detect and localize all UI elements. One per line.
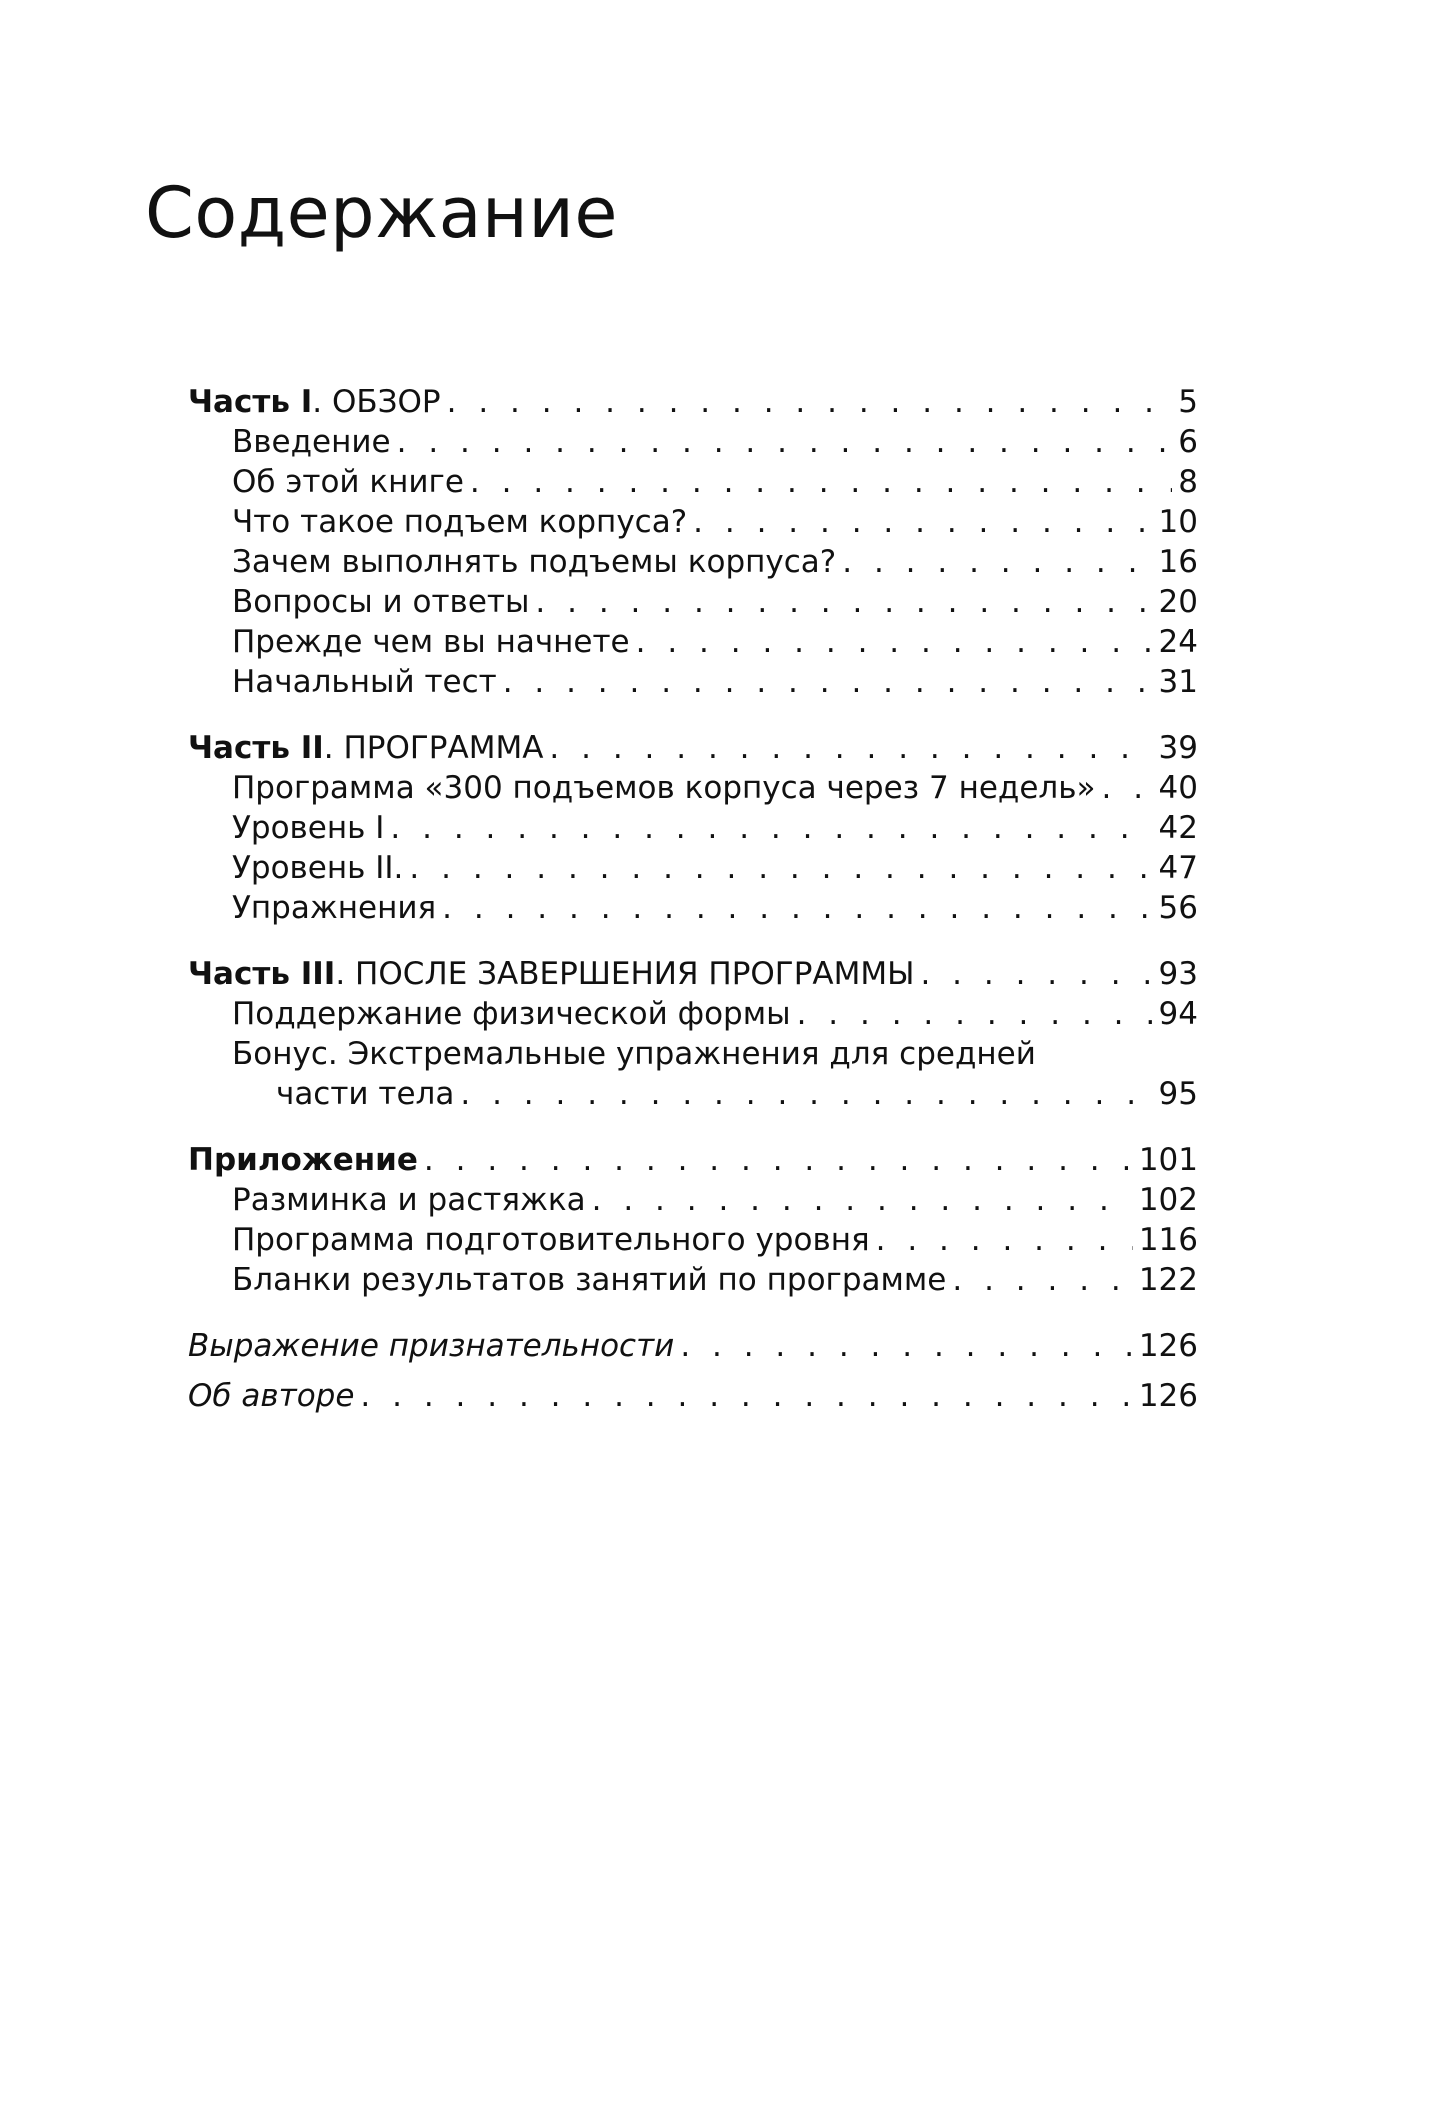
toc-about-author-label: Об авторе	[188, 1378, 355, 1414]
toc-appendix[interactable]	[188, 1140, 1198, 1180]
dot-leader	[503, 662, 1153, 702]
toc-page-number: 102	[1138, 1182, 1198, 1218]
toc-part-1-label	[188, 382, 441, 422]
toc-entry[interactable]	[188, 502, 1198, 542]
toc-page-number: 126	[1138, 1328, 1198, 1364]
toc-page-number: 126	[1138, 1378, 1198, 1414]
toc-part-2-prefix: Часть II	[188, 730, 324, 766]
dot-leader	[409, 848, 1152, 888]
toc-page-number: 20	[1158, 584, 1198, 620]
toc-page-number: 16	[1158, 544, 1198, 580]
toc-entry[interactable]	[188, 808, 1198, 848]
toc-entry-label: Начальный тест	[232, 664, 497, 700]
dot-leader	[693, 502, 1152, 542]
toc-entry-label: Уровень I	[232, 810, 385, 846]
toc-entry-bonus-line1[interactable]	[188, 1034, 1198, 1074]
toc-page-number: 56	[1158, 890, 1198, 926]
toc-entry-label: Бланки результатов занятий по программе	[232, 1262, 947, 1298]
toc-entry-label: Вопросы и ответы	[232, 584, 530, 620]
toc-entry-label: Бонус. Экстремальные упражнения для средней	[232, 1036, 1036, 1072]
toc-part-3-title: . ПОСЛЕ ЗАВЕРШЕНИЯ ПРОГРАММЫ	[335, 956, 915, 992]
toc-page-number: 101	[1138, 1142, 1198, 1178]
toc-entry-label: Упражнения	[232, 890, 437, 926]
section-gap	[188, 702, 1198, 728]
dot-leader	[447, 382, 1173, 422]
dot-leader	[397, 422, 1173, 462]
toc-entry[interactable]	[188, 542, 1198, 582]
toc-page-number: 122	[1138, 1262, 1198, 1298]
toc-entry[interactable]	[188, 1180, 1198, 1220]
toc-page-number: 10	[1158, 504, 1198, 540]
dot-leader	[636, 622, 1153, 662]
toc-entry[interactable]	[188, 582, 1198, 622]
dot-leader	[360, 1376, 1132, 1416]
toc-page-number: 42	[1158, 810, 1198, 846]
section-gap	[188, 928, 1198, 954]
toc-entry[interactable]	[188, 994, 1198, 1034]
toc-page-number: 8	[1178, 464, 1198, 500]
toc-page-number: 40	[1158, 770, 1198, 806]
dot-leader	[549, 728, 1152, 768]
toc-part-2-title: . ПРОГРАММА	[323, 730, 544, 766]
dot-leader	[592, 1180, 1133, 1220]
toc-entry[interactable]	[188, 848, 1198, 888]
dot-leader	[460, 1074, 1152, 1114]
toc-page-number: 93	[1158, 956, 1198, 992]
toc-page-number: 47	[1158, 850, 1198, 886]
toc-entry[interactable]	[188, 422, 1198, 462]
dot-leader	[680, 1326, 1133, 1366]
toc-part-3[interactable]	[188, 954, 1198, 994]
toc-entry-label: Поддержание физической формы	[232, 996, 791, 1032]
page-title: Содержание	[145, 172, 618, 254]
toc-part-3-label	[188, 954, 914, 994]
toc-part-1[interactable]	[188, 382, 1198, 422]
dot-leader	[842, 542, 1152, 582]
dot-leader	[390, 808, 1152, 848]
toc-page-number: 5	[1178, 384, 1198, 420]
toc-part-2-label	[188, 728, 543, 768]
dot-leader	[424, 1140, 1133, 1180]
toc-page-number: 24	[1158, 624, 1198, 660]
toc-entry-label: части тела	[276, 1076, 455, 1112]
section-gap	[188, 1366, 1198, 1376]
dot-leader	[797, 994, 1153, 1034]
toc-page-number: 94	[1158, 996, 1198, 1032]
toc-page-number: 95	[1158, 1076, 1198, 1112]
toc-entry[interactable]	[188, 462, 1198, 502]
toc-page-number: 6	[1178, 424, 1198, 460]
toc-part-3-prefix: Часть III	[188, 956, 336, 992]
toc-entry[interactable]	[188, 622, 1198, 662]
section-gap	[188, 1300, 1198, 1326]
dot-leader	[876, 1220, 1133, 1260]
toc-entry-label: Зачем выполнять подъемы корпуса?	[232, 544, 837, 580]
toc-entry-label: Уровень II.	[232, 850, 404, 886]
toc-entry-label: Об этой книге	[232, 464, 464, 500]
toc-acknowledgements-label: Выражение признательности	[188, 1328, 675, 1364]
toc-entry-label: Прежде чем вы начнете	[232, 624, 630, 660]
toc-page-number: 116	[1138, 1222, 1198, 1258]
toc-page-number: 39	[1158, 730, 1198, 766]
toc-part-1-title: . ОБЗОР	[312, 384, 441, 420]
toc-acknowledgements[interactable]	[188, 1326, 1198, 1366]
toc-entry-label: Программа подготовительного уровня	[232, 1222, 870, 1258]
toc-entry[interactable]	[188, 888, 1198, 928]
toc-part-1-prefix: Часть I	[188, 384, 313, 420]
toc-entry[interactable]	[188, 1220, 1198, 1260]
dot-leader	[535, 582, 1152, 622]
dot-leader	[442, 888, 1152, 928]
dot-leader	[952, 1260, 1132, 1300]
toc-entry-label: Программа «300 подъемов корпуса через 7 недель»	[232, 770, 1096, 806]
toc-entry[interactable]	[188, 1260, 1198, 1300]
toc-entry[interactable]	[188, 768, 1198, 808]
toc-entry-label: Разминка и растяжка	[232, 1182, 586, 1218]
dot-leader	[1101, 768, 1152, 808]
toc-entry-label: Введение	[232, 424, 391, 460]
dot-leader	[470, 462, 1172, 502]
table-of-contents	[188, 382, 1198, 1416]
toc-entry-label: Что такое подъем корпуса?	[232, 504, 688, 540]
toc-entry[interactable]	[188, 662, 1198, 702]
toc-part-2[interactable]	[188, 728, 1198, 768]
section-gap	[188, 1114, 1198, 1140]
dot-leader	[920, 954, 1152, 994]
toc-appendix-label: Приложение	[188, 1142, 418, 1178]
toc-entry-bonus-line2[interactable]	[188, 1074, 1198, 1114]
toc-about-author[interactable]	[188, 1376, 1198, 1416]
toc-page-number: 31	[1158, 664, 1198, 700]
